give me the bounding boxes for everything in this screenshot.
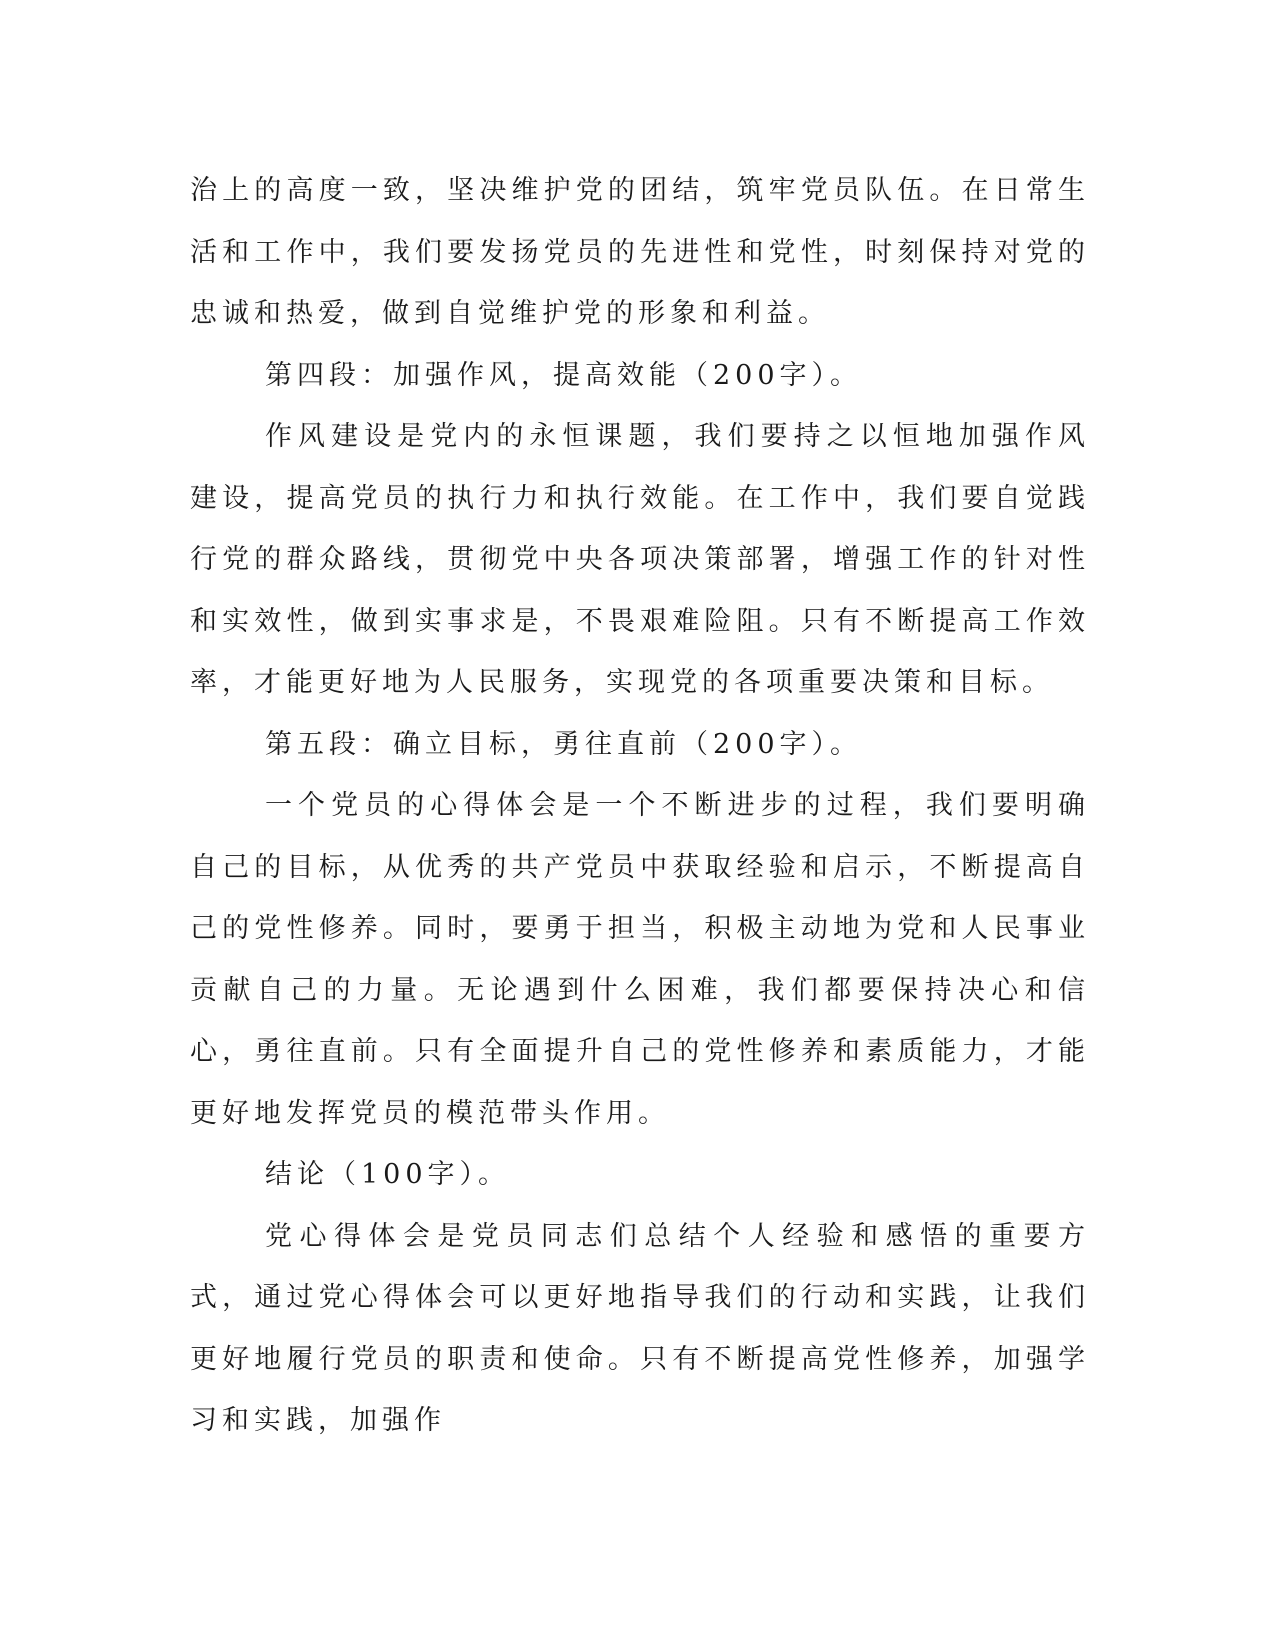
paragraph-continuation: 治上的高度一致，坚决维护党的团结，筑牢党员队伍。在日常生活和工作中，我们要发扬党员的先进性和党性，时刻保持对党的忠诚和热爱，做到自觉维护党的形象和利益。 <box>190 175 1090 329</box>
section-heading-4: 第四段：加强作风，提高效能（200字）。 <box>265 359 863 391</box>
paragraph-section-5: 一个党员的心得体会是一个不断进步的过程，我们要明确自己的目标，从优秀的共产党员中获取经验和启示，不断提高自己的党性修养。同时，要勇于担当，积极主动地为党和人民事业贡献自己的力量。无论遇到什么困难，我们都要保持决心和信心，勇往直前。只有全面提升自己的党性修养和素质能力，才能更好地发挥党员的模范带头作用。 <box>190 790 1090 1129</box>
section-heading-conclusion: 结论（100字）。 <box>265 1159 511 1190</box>
paragraph-conclusion: 党心得体会是党员同志们总结个人经验和感悟的重要方式，通过党心得体会可以更好地指导我们的行动和实践，让我们更好地履行党员的职责和使命。只有不断提高党性修养，加强学习和实践，加强作 <box>190 1220 1090 1436</box>
paragraph-section-4: 作风建设是党内的永恒课题，我们要持之以恒地加强作风建设，提高党员的执行力和执行效能。在工作中，我们要自觉践行党的群众路线，贯彻党中央各项决策部署，增强工作的针对性和实效性，做到实事求是，不畏艰难险阻。只有不断提高工作效率，才能更好地为人民服务，实现党的各项重要决策和目标。 <box>190 421 1090 698</box>
document-body <box>190 160 1090 1452</box>
section-heading-5: 第五段：确立目标，勇往直前（200字）。 <box>265 728 863 760</box>
